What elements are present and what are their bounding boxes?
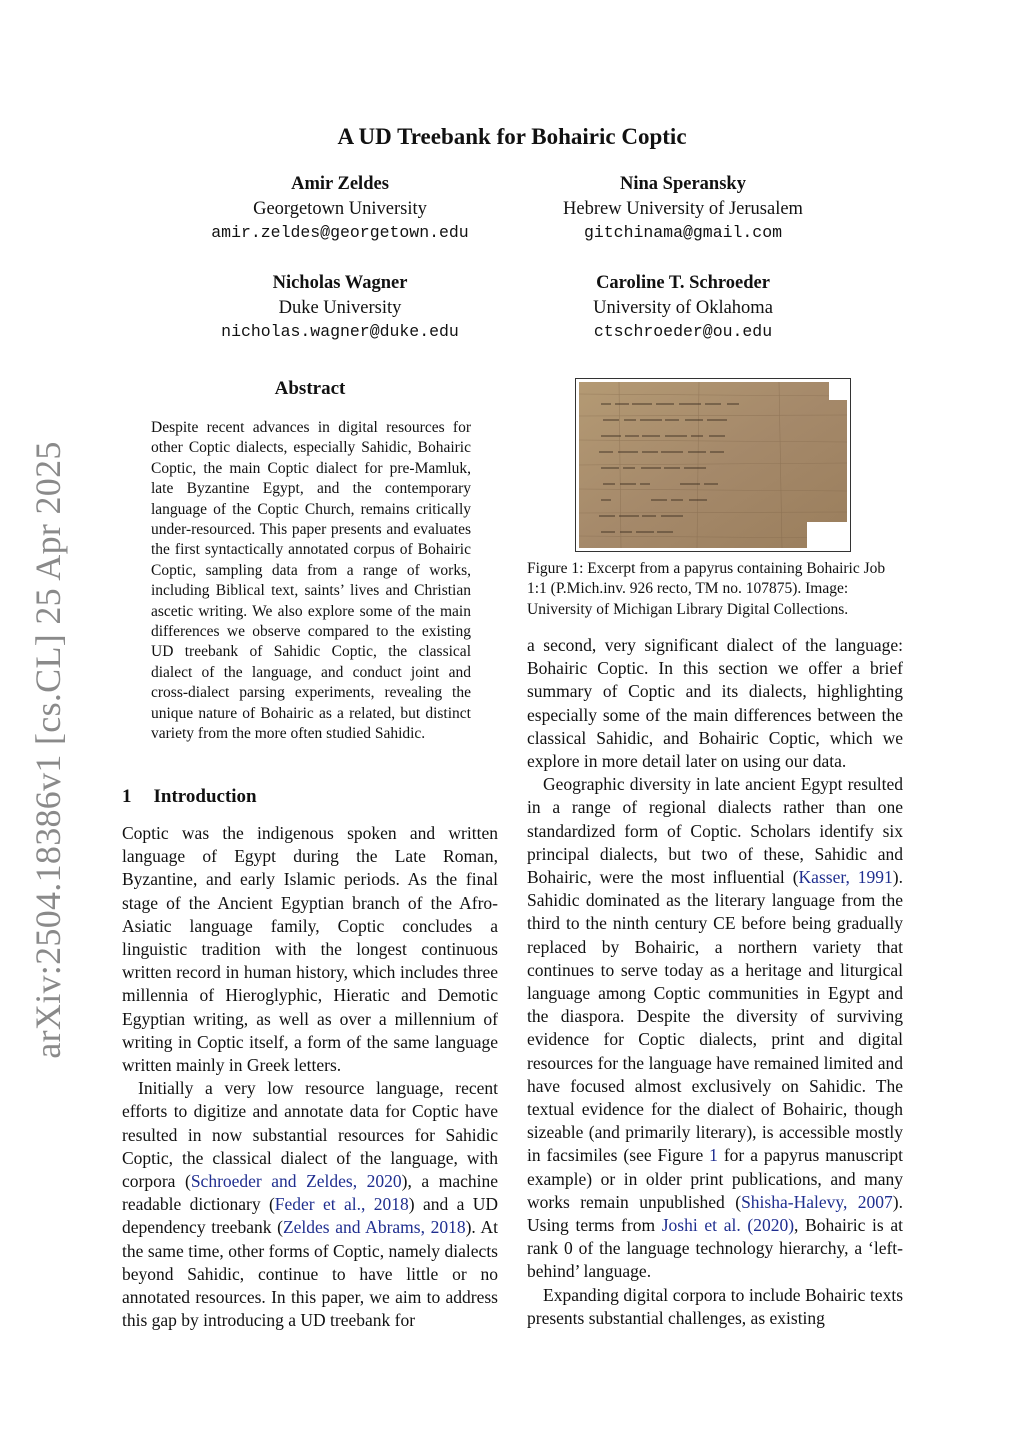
author-block-1 bbox=[190, 172, 490, 246]
right-column-body bbox=[527, 634, 903, 1330]
citation-link[interactable]: Feder et al., 2018 bbox=[274, 1194, 409, 1215]
author-affiliation: Hebrew University of Jerusalem bbox=[563, 198, 803, 219]
author-affiliation: University of Oklahoma bbox=[593, 297, 773, 318]
left-column-body bbox=[122, 822, 498, 1332]
section-title: Introduction bbox=[153, 786, 257, 807]
citation-link[interactable]: Zeldes and Abrams, 2018 bbox=[282, 1217, 466, 1238]
author-name: Nina Speransky bbox=[620, 174, 746, 194]
figure-caption: Figure 1: Excerpt from a papyrus containing Bohairic Job 1:1 (P.Mich.inv. 926 recto, TM no. 107875). Image: University of Michigan Library Digital Collections. bbox=[527, 560, 886, 618]
author-affiliation: Georgetown University bbox=[253, 198, 427, 219]
paper-title: A UD Treebank for Bohairic Coptic bbox=[337, 124, 687, 149]
citation-link[interactable]: Schroeder and Zeldes, 2020 bbox=[190, 1171, 402, 1192]
right-paragraph-1: a second, very significant dialect of the language: Bohairic Coptic. In this section we offer a brief summary of Coptic and its dialects, highlighting especially some of the main differences between the classical Sahidic, and Bohairic Coptic, which we explore in more detail later on using our data. bbox=[527, 635, 903, 772]
citation-link[interactable]: Kasser, 1991 bbox=[798, 867, 893, 888]
author-block-4 bbox=[523, 271, 843, 345]
author-email[interactable]: ctschroeder@ou.edu bbox=[593, 322, 773, 341]
intro-paragraph-1: Coptic was the indigenous spoken and written language of Egypt during the Late Roman, Byzantine, and early Islamic periods. As the final stage of the Ancient Egyptian branch of the Afro-Asiatic language family, Coptic concludes a linguistic tradition with the longest continuous written record in human history, which includes three millennia of Hieroglyphic, Hieratic and Demotic Egyptian writing, as well as over a millennium of writing in Coptic itself, a form of the same language written mainly in Greek letters. bbox=[122, 823, 498, 1076]
abstract-text: Despite recent advances in digital resources for other Coptic dialects, especially Sahidic, Bohairic Coptic, the main Coptic dialect for pre-Mamluk, late Byzantine Egypt, and the contemporary language of the Coptic Church, remains critically under-resourced. This paper presents and evaluates the first syntactically annotated corpus of Bohairic Coptic, sampling data from a range of works, including Biblical text, saints’ lives and Christian ascetic writing. We also explore some of the main differences we observe compared to the existing UD treebank of Sahidic Coptic, the classical dialect of the language, and conduct joint and cross-dialect parsing experiments, revealing the unique nature of Bohairic as a related, but distinct variety from the more often studied Sahidic. bbox=[151, 419, 471, 743]
author-email[interactable]: nicholas.wagner@duke.edu bbox=[221, 322, 459, 341]
author-block-3 bbox=[190, 271, 490, 345]
author-name: Amir Zeldes bbox=[291, 174, 389, 194]
section-number: 1 bbox=[122, 786, 132, 807]
right-paragraph-3: Expanding digital corpora to include Bohairic texts presents substantial challenges, as existing bbox=[527, 1284, 903, 1328]
papyrus-image bbox=[579, 382, 847, 548]
intro-paragraph-2: Initially a very low resource language, recent efforts to digitize and annotate data for Coptic have resulted in now substantial resources for Sahidic Coptic, the classical dialect of the language, with corpora (Schroeder and Zeldes, 2020), a machine readable dictionary (Feder et al., 2018) and a UD dependency treebank (Zeldes and Abrams, 2018). At the same time, other forms of Coptic, namely dialects beyond Sahidic, continue to have little or no annotated resources. In this paper, we aim to address this gap by introducing a UD treebank for bbox=[122, 1078, 498, 1331]
arxiv-identifier[interactable]: arXiv:2504.18386v1 [cs.CL] 25 Apr 2025 bbox=[28, 441, 68, 1059]
figure-reference-link[interactable]: 1 bbox=[709, 1145, 718, 1166]
abstract-heading: Abstract bbox=[274, 378, 346, 399]
figure-papyrus-image bbox=[575, 378, 851, 552]
author-email[interactable]: amir.zeldes@georgetown.edu bbox=[211, 223, 469, 242]
author-affiliation: Duke University bbox=[278, 297, 402, 318]
author-block-2 bbox=[523, 172, 843, 246]
author-email[interactable]: gitchinama@gmail.com bbox=[583, 223, 783, 242]
author-name: Caroline T. Schroeder bbox=[596, 273, 770, 293]
right-paragraph-2: Geographic diversity in late ancient Egypt resulted in a range of regional dialects rather than one standardized form of Coptic. Scholars identify six principal dialects, but two of these, Sahidic and Bohairic, were the most influential (Kasser, 1991). Sahidic dominated as the literary language from the third to the ninth century CE before being gradually replaced by Bohairic, a northern variety that continues to serve today as a heritage and liturgical language among Coptic communities in Egypt and the diaspora. Despite the diversity of surviving evidence for Coptic dialects, print and digital resources for the language have remained limited and have focused almost exclusively on Sahidic. The textual evidence for the dialect of Bohairic, though sizeable (and primarily literary), is accessible mostly in facsimiles (see Figure 1 for a papyrus manuscript example) or in older print publications, and many works remain unpublished (Shisha-Halevy, 2007). Using terms from Joshi et al. (2020), Bohairic is at rank 0 of the language technology hierarchy, a ‘left-behind’ language. bbox=[527, 774, 903, 1282]
citation-link[interactable]: Shisha-Halevy, 2007 bbox=[741, 1191, 893, 1212]
author-name: Nicholas Wagner bbox=[272, 273, 408, 293]
citation-link[interactable]: Joshi et al. (2020) bbox=[661, 1215, 795, 1236]
section-heading-introduction bbox=[122, 786, 257, 808]
